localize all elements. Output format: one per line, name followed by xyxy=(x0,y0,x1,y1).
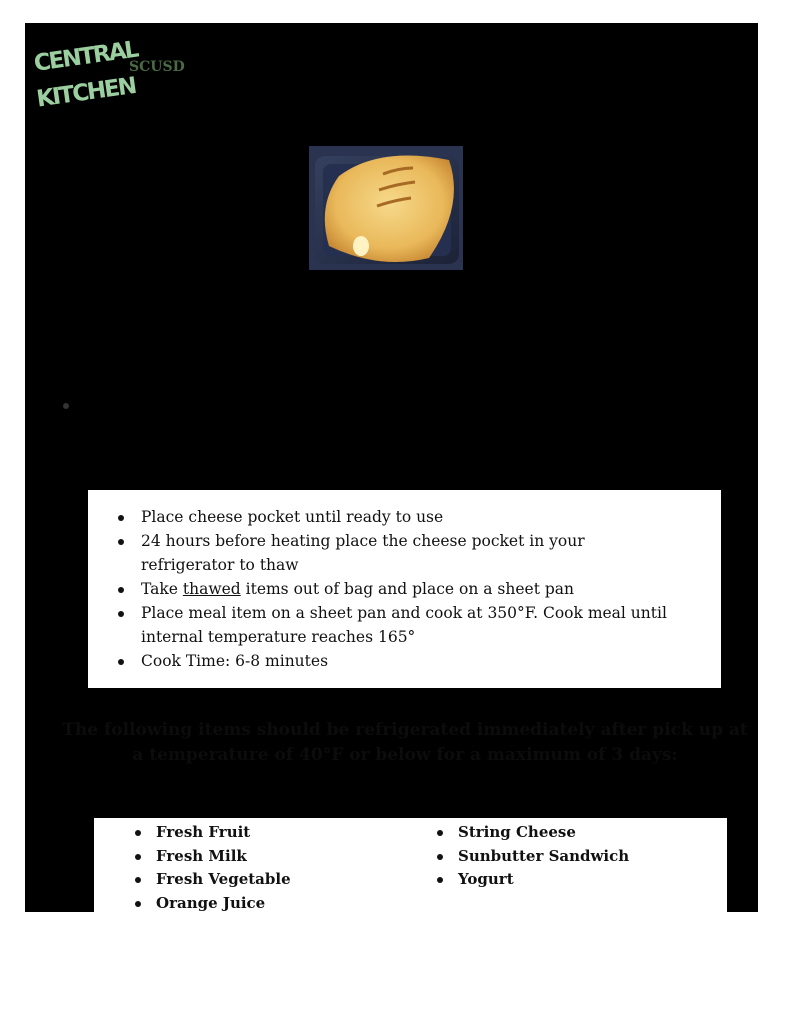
instruction-item: 24 hours before heating place the cheese pocket in your refrigerator to thaw xyxy=(110,529,670,577)
items-list-left xyxy=(130,821,291,915)
list-item: Fresh Fruit xyxy=(130,821,291,845)
list-item: Yogurt xyxy=(432,868,629,892)
org-name: SCUSD xyxy=(129,59,185,75)
list-item: String Cheese xyxy=(432,821,629,845)
instructions-list xyxy=(110,505,670,673)
list-item: Sunbutter Sandwich xyxy=(432,845,629,869)
list-item: Fresh Vegetable xyxy=(130,868,291,892)
svg-text:CENTRAL: CENTRAL xyxy=(32,36,139,77)
svg-text:KITCHEN: KITCHEN xyxy=(34,73,137,113)
instruction-item: Cook Time: 6-8 minutes xyxy=(110,649,670,673)
instruction-item: Place cheese pocket until ready to use xyxy=(110,505,670,529)
stray-bullet xyxy=(63,403,69,409)
cheese-pocket-photo xyxy=(309,146,463,270)
refrigeration-notice: The following items should be refrigerated immediately after pick up at a temperature of 40°F or below for a maximum of 3 days: xyxy=(62,720,748,765)
list-item: Fresh Milk xyxy=(130,845,291,869)
instruction-item: Place meal item on a sheet pan and cook at 350°F. Cook meal until internal temperature reaches 165° xyxy=(110,601,670,649)
list-item: Orange Juice xyxy=(130,892,291,916)
central-kitchen-logo xyxy=(30,30,139,113)
items-list-right xyxy=(432,821,629,892)
instructions-box xyxy=(88,490,721,688)
refrigerate-items-box xyxy=(94,818,727,912)
instruction-item: Take thawed items out of bag and place on a sheet pan xyxy=(110,577,670,601)
